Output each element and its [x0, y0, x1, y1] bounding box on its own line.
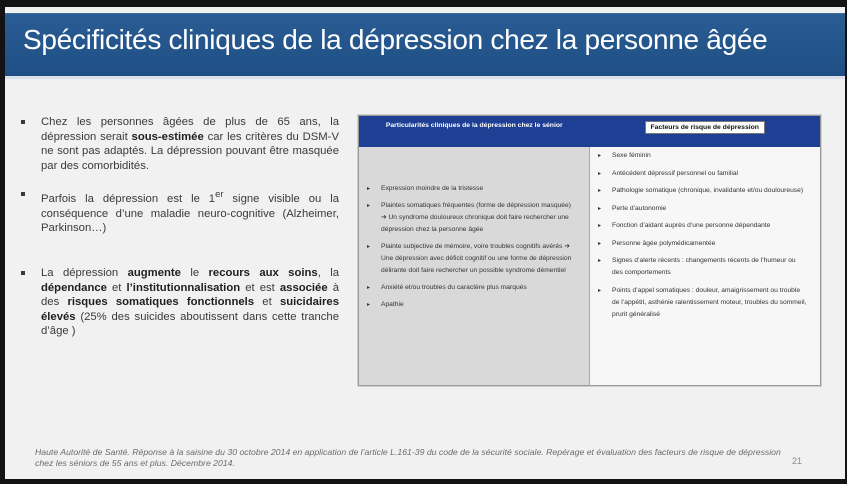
list-item: ▸ Plaintes somatiques fréquentes (forme de dépression masquée) ➔ Un syndrome douloureux chronique doit faire rechercher une dépression chez la personne âgée [367, 200, 577, 236]
list-item: ▸ Apathie [367, 299, 577, 311]
bullet-emphasis: associée [279, 281, 328, 294]
clinical-features-list [359, 147, 589, 311]
citation: Haute Autorité de Santé. Réponse à la saisine du 30 octobre 2014 en application de l’article L.161-39 du code de la sécurité sociale. Repérage et évaluation des facteurs de risque de dépression chez les séniors de 55 ans et plus. Décembre 2014. [35, 447, 781, 468]
list-item: ▸ Perte d’autonomie [598, 203, 808, 215]
bullet-list [19, 115, 339, 339]
list-item: ▸ Signes d’alerte récents : changements récents de l’humeur ou des comportements [598, 255, 808, 279]
bullet-text: La dépression [41, 266, 128, 279]
bullet-text: le [180, 266, 209, 279]
bullet-emphasis: suicidaires élevés [41, 296, 339, 323]
bullet-underestimated [19, 115, 339, 173]
list-item: ▸ Anxiété et/ou troubles du caractère plus marqués [367, 282, 577, 294]
bullet-emphasis: dépendance [41, 281, 107, 294]
table-header-row [359, 116, 821, 148]
list-item: ▸ Points d’appel somatiques : douleur, amaigrissement ou trouble de l’appétit, asthénie ralentissement moteur, troubles du sommeil, prurit généralisé [598, 285, 808, 321]
bullet-text: et est [240, 281, 280, 294]
list-item: ▸ Sexe féminin [598, 150, 808, 162]
bullet-emphasis: risques somatiques fonctionnels [67, 296, 255, 309]
bullet-text: signe visible ou la conséquence d’une maladie neuro-cognitive (Alzheimer, Parkinson…) [41, 193, 340, 235]
list-item: ▸ Pathologie somatique (chronique, invalidante et/ou douloureuse) [598, 185, 808, 197]
table-header-left: Particularités cliniques de la dépression chez le sénior [359, 116, 590, 148]
bullet-text: Parfois la dépression est le 1 [41, 193, 216, 206]
risk-factors-cell [590, 147, 821, 386]
clinical-table [358, 115, 821, 386]
table-header-right: Facteurs de risque de dépression [645, 121, 765, 134]
bullet-consequences [19, 266, 339, 339]
bullet-emphasis: sous-estimée [131, 130, 204, 143]
clinical-features-cell [359, 147, 590, 386]
title-bar [5, 13, 845, 79]
table-header-right-cell [590, 116, 821, 148]
bullet-text: Chez les personnes âgées de plus de 65 ans, la dépression serait [41, 116, 339, 143]
bullet-text: , la [317, 266, 339, 279]
bullet-text: et [106, 281, 127, 294]
list-item: ▸ Plainte subjective de mémoire, voire troubles cognitifs avérés ➔ Une dépression avec déficit cognitif ou une forme de dépression délirante doit faire rechercher un possible syndrome démentiel [367, 241, 577, 277]
bullet-text: (25% des suicides aboutissent dans cette tranche d’âge ) [41, 310, 339, 338]
bullet-emphasis: augmente [127, 266, 181, 279]
superscript: er [215, 188, 224, 200]
risk-factors-list [590, 147, 820, 321]
bullet-text: à des [41, 281, 340, 309]
bullet-text: car les critères du DSM-V ne sont pas adaptés. La dépression pouvant être masquée par des comorbidités. [41, 130, 339, 172]
list-item: ▸ Personne âgée polymédicamentée [598, 238, 808, 250]
list-item: ▸ Expression moindre de la tristesse [367, 183, 577, 195]
bullet-emphasis: l’institutionnalisation [126, 281, 241, 294]
bullet-first-sign [19, 187, 339, 236]
page-number: 21 [792, 456, 803, 466]
list-item: ▸ Antécédent dépressif personnel ou familial [598, 168, 808, 180]
list-item: ▸ Fonction d’aidant auprès d’une personne dépendante [598, 220, 808, 232]
bullet-emphasis: recours aux soins [208, 266, 318, 279]
bullet-text: et [254, 296, 280, 309]
table-body-row [359, 147, 821, 386]
slide [5, 7, 845, 479]
slide-title: Spécificités cliniques de la dépression chez la personne âgée [23, 24, 768, 55]
